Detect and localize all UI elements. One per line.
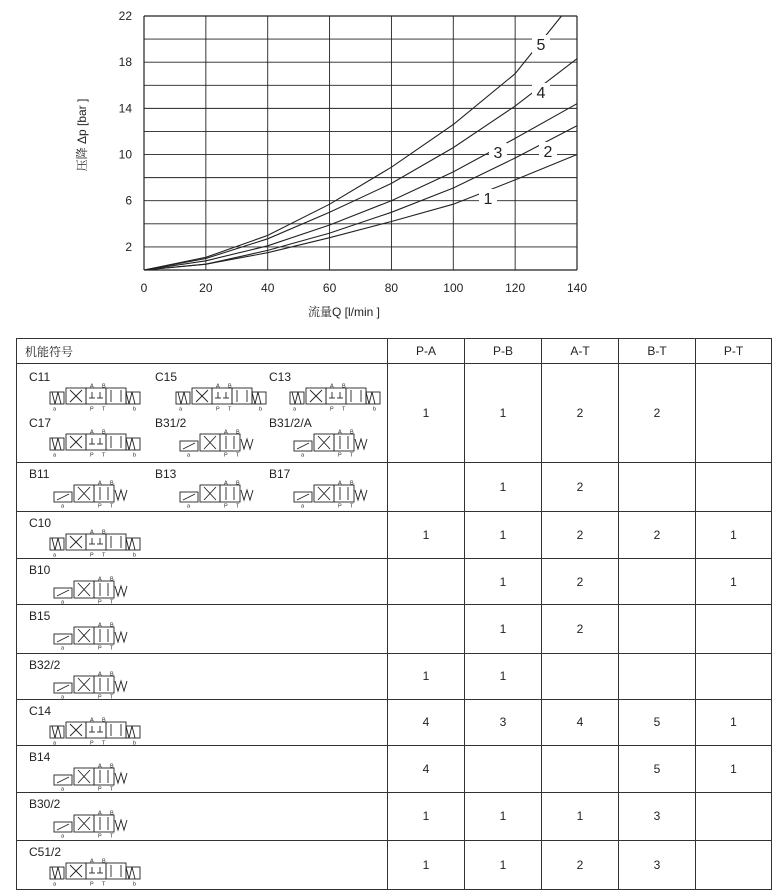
svg-text:b: b: [133, 552, 137, 557]
svg-text:P: P: [98, 645, 102, 651]
symbol-cell: [17, 793, 388, 840]
svg-text:a: a: [53, 740, 57, 745]
svg-text:T: T: [102, 552, 106, 557]
value-p-a: 4: [388, 699, 465, 745]
value-p-a: [388, 605, 465, 653]
svg-text:T: T: [236, 503, 240, 508]
valve-symbol: [155, 467, 265, 511]
series-line-1: [144, 155, 577, 271]
value-b-t: [619, 559, 696, 605]
svg-text:T: T: [110, 503, 114, 508]
svg-text:b: b: [133, 452, 137, 457]
valve-diagram-icon: [179, 480, 261, 508]
svg-text:A: A: [338, 480, 342, 487]
svg-text:A: A: [338, 429, 342, 436]
header-b-t: B-T: [619, 339, 696, 364]
value-b-t: 2: [619, 511, 696, 558]
valve-diagram-icon: [179, 429, 261, 457]
symbol-cell: [17, 511, 388, 558]
svg-text:A: A: [98, 671, 102, 678]
header-p-t: P-T: [696, 339, 772, 364]
svg-text:a: a: [61, 503, 65, 508]
value-p-t: 1: [696, 699, 772, 745]
x-tick-label: 20: [199, 281, 213, 295]
value-b-t: [619, 653, 696, 699]
svg-text:A: A: [224, 480, 228, 487]
chart-grid: [144, 16, 577, 270]
svg-text:T: T: [102, 881, 106, 886]
svg-text:A: A: [90, 717, 94, 724]
svg-text:A: A: [224, 429, 228, 436]
valve-diagram-icon: [49, 858, 141, 886]
series-line-3: [144, 104, 577, 270]
value-p-b: [465, 746, 542, 793]
svg-text:P: P: [90, 452, 94, 457]
svg-text:A: A: [90, 529, 94, 536]
svg-text:A: A: [98, 810, 102, 817]
value-p-t: 1: [696, 559, 772, 605]
header-a-t: A-T: [542, 339, 619, 364]
valve-code-label: B31/2: [155, 416, 187, 430]
svg-text:P: P: [338, 503, 342, 508]
chart-curves: [144, 16, 577, 270]
svg-text:b: b: [133, 881, 137, 886]
table-row: [17, 605, 772, 653]
valve-symbol: [29, 609, 139, 653]
value-p-a: 1: [388, 793, 465, 840]
valve-code-label: B13: [155, 466, 177, 481]
svg-text:b: b: [373, 406, 377, 411]
header-p-b: P-B: [465, 339, 542, 364]
value-p-a: 1: [388, 364, 465, 463]
svg-text:a: a: [187, 503, 191, 508]
value-b-t: 2: [619, 364, 696, 463]
svg-text:P: P: [90, 881, 94, 886]
valve-symbol: [269, 370, 379, 414]
value-p-b: 1: [465, 605, 542, 653]
x-tick-label: 80: [384, 281, 399, 295]
valve-symbol: [29, 704, 139, 748]
svg-text:T: T: [102, 406, 106, 411]
svg-text:a: a: [179, 406, 183, 411]
table-row: [17, 653, 772, 699]
value-p-t: [696, 462, 772, 511]
svg-text:P: P: [338, 452, 342, 457]
series-label-4: 4: [536, 85, 546, 102]
svg-text:A: A: [98, 622, 102, 629]
svg-text:B: B: [110, 810, 114, 817]
valve-symbol: [29, 516, 139, 560]
valve-code-label: C17: [29, 416, 52, 430]
svg-text:a: a: [293, 406, 297, 411]
svg-text:a: a: [187, 452, 191, 457]
svg-text:B: B: [350, 429, 354, 436]
header-p-a: P-A: [388, 339, 465, 364]
x-tick-label: 40: [261, 281, 275, 295]
x-axis-label: 流量Q [l/min ]: [307, 305, 381, 319]
valve-code-label: B11: [29, 466, 50, 481]
valve-diagram-icon: [175, 383, 267, 411]
table-row: [17, 793, 772, 840]
valve-code-label: B17: [269, 466, 291, 481]
symbol-cell: [17, 746, 388, 793]
valve-symbol: [29, 563, 139, 607]
svg-text:T: T: [342, 406, 346, 411]
svg-text:a: a: [61, 599, 65, 605]
valve-symbol: [29, 750, 139, 794]
valve-symbol: [29, 658, 139, 702]
svg-text:a: a: [61, 645, 65, 651]
svg-text:a: a: [61, 694, 65, 699]
table-row: [17, 511, 772, 558]
value-a-t: 1: [542, 793, 619, 840]
svg-text:a: a: [53, 452, 57, 457]
svg-text:a: a: [61, 833, 65, 839]
value-p-b: 1: [465, 364, 542, 463]
y-tick-label: 10: [118, 147, 132, 162]
svg-text:T: T: [110, 833, 114, 839]
table-header-row: [17, 339, 772, 364]
table-row: [17, 699, 772, 745]
value-p-t: [696, 653, 772, 699]
value-p-b: 1: [465, 462, 542, 511]
svg-text:A: A: [216, 383, 220, 390]
series-label-2: 2: [543, 144, 553, 161]
svg-text:B: B: [110, 576, 114, 583]
x-tick-label: 100: [443, 281, 464, 295]
svg-text:B: B: [110, 763, 114, 770]
symbol-cell: [17, 699, 388, 745]
valve-code-label: C15: [155, 370, 178, 384]
svg-text:A: A: [98, 763, 102, 770]
valve-code-label: B32/2: [29, 657, 61, 672]
series-line-4: [144, 59, 577, 270]
valve-diagram-icon: [53, 763, 135, 791]
y-tick-label: 22: [118, 9, 132, 23]
flow-function-table: [16, 338, 772, 890]
value-b-t: [619, 605, 696, 653]
symbol-cell: [17, 462, 388, 511]
svg-text:A: A: [90, 858, 94, 865]
valve-symbol: [29, 416, 139, 460]
svg-text:P: P: [98, 503, 102, 508]
svg-text:B: B: [236, 429, 240, 436]
svg-text:B: B: [102, 529, 106, 536]
valve-symbol: [29, 467, 139, 511]
value-a-t: [542, 653, 619, 699]
series-label-3: 3: [493, 145, 503, 162]
y-tick-label: 2: [125, 239, 132, 254]
valve-symbol: [155, 370, 265, 414]
svg-text:T: T: [228, 406, 232, 411]
value-p-b: 1: [465, 511, 542, 558]
table-row: [17, 364, 772, 463]
valve-diagram-icon: [293, 429, 375, 457]
svg-text:B: B: [102, 383, 106, 390]
value-p-a: 1: [388, 511, 465, 558]
table-row: [17, 840, 772, 889]
value-p-a: [388, 462, 465, 511]
svg-text:B: B: [110, 671, 114, 678]
svg-text:A: A: [98, 576, 102, 583]
valve-code-label: C10: [29, 515, 52, 530]
value-p-b: 1: [465, 559, 542, 605]
valve-diagram-icon: [53, 810, 135, 838]
valve-code-label: C14: [29, 703, 52, 718]
value-a-t: 2: [542, 364, 619, 463]
y-axis-label: 压降 Δp [bar ]: [75, 98, 89, 172]
svg-text:B: B: [110, 480, 114, 487]
svg-text:A: A: [330, 383, 334, 390]
value-a-t: 2: [542, 605, 619, 653]
svg-text:T: T: [350, 452, 354, 457]
svg-text:B: B: [102, 858, 106, 865]
table-row: [17, 559, 772, 605]
value-a-t: 2: [542, 462, 619, 511]
value-p-b: 1: [465, 840, 542, 889]
valve-diagram-icon: [53, 576, 135, 604]
value-p-a: 1: [388, 840, 465, 889]
svg-text:P: P: [90, 552, 94, 557]
valve-diagram-icon: [53, 480, 135, 508]
x-tick-label: 140: [566, 281, 588, 295]
svg-text:B: B: [102, 717, 106, 724]
header-symbol: 机能符号: [17, 339, 388, 364]
value-p-a: 4: [388, 746, 465, 793]
valve-diagram-icon: [49, 429, 141, 457]
valve-symbol: [29, 370, 139, 414]
valve-symbol: [269, 416, 379, 460]
value-p-b: 1: [465, 653, 542, 699]
valve-code-label: B15: [29, 609, 51, 624]
valve-diagram-icon: [49, 383, 141, 411]
svg-text:A: A: [98, 480, 102, 487]
series-label-1: 1: [483, 191, 493, 208]
valve-code-label: C13: [269, 370, 292, 384]
chart-ticks: [119, 9, 588, 295]
valve-diagram-icon: [49, 529, 141, 557]
svg-text:T: T: [350, 503, 354, 508]
valve-diagram-icon: [53, 671, 135, 699]
svg-text:T: T: [110, 694, 114, 699]
valve-code-label: C51/2: [29, 844, 62, 859]
y-tick-label: 18: [118, 55, 132, 70]
value-a-t: 2: [542, 840, 619, 889]
value-p-t: [696, 793, 772, 840]
svg-text:T: T: [110, 645, 114, 651]
valve-code-label: B30/2: [29, 797, 61, 812]
value-a-t: 2: [542, 511, 619, 558]
x-tick-label: 60: [322, 281, 337, 295]
value-b-t: 3: [619, 793, 696, 840]
value-p-a: 1: [388, 653, 465, 699]
svg-text:B: B: [110, 622, 114, 629]
value-b-t: 5: [619, 699, 696, 745]
svg-text:P: P: [330, 406, 334, 411]
svg-text:P: P: [90, 406, 94, 411]
svg-text:B: B: [236, 480, 240, 487]
value-p-t: [696, 840, 772, 889]
svg-text:a: a: [61, 786, 65, 792]
valve-code-label: C11: [29, 370, 51, 384]
svg-text:T: T: [102, 740, 106, 745]
value-a-t: [542, 746, 619, 793]
svg-text:P: P: [98, 786, 102, 792]
table-row: [17, 746, 772, 793]
symbol-cell: [17, 559, 388, 605]
y-tick-label: 6: [125, 193, 132, 208]
valve-symbol: [29, 797, 139, 841]
svg-text:B: B: [342, 383, 346, 390]
valve-code-label: B10: [29, 563, 51, 578]
value-a-t: 2: [542, 559, 619, 605]
value-p-t: 1: [696, 746, 772, 793]
svg-text:P: P: [224, 452, 228, 457]
svg-text:a: a: [301, 503, 305, 508]
svg-text:a: a: [53, 881, 57, 886]
svg-text:T: T: [236, 452, 240, 457]
value-p-t: 1: [696, 511, 772, 558]
symbol-cell: [17, 605, 388, 653]
svg-text:b: b: [259, 406, 263, 411]
svg-text:b: b: [133, 740, 137, 745]
svg-text:P: P: [224, 503, 228, 508]
valve-code-label: B14: [29, 750, 51, 765]
svg-text:P: P: [98, 833, 102, 839]
valve-code-label: B31/2/A: [269, 416, 312, 430]
valve-diagram-icon: [53, 622, 135, 650]
y-tick-label: 14: [118, 101, 132, 116]
svg-text:T: T: [110, 599, 114, 605]
value-a-t: 4: [542, 699, 619, 745]
x-tick-label: 0: [140, 281, 148, 295]
svg-text:A: A: [90, 383, 94, 390]
value-p-t: [696, 364, 772, 463]
value-b-t: 5: [619, 746, 696, 793]
svg-text:P: P: [216, 406, 220, 411]
valve-symbol: [269, 467, 379, 511]
table-row: [17, 462, 772, 511]
svg-text:T: T: [102, 452, 106, 457]
svg-text:A: A: [90, 429, 94, 436]
svg-text:P: P: [98, 694, 102, 699]
value-p-a: [388, 559, 465, 605]
svg-text:P: P: [90, 740, 94, 745]
svg-text:B: B: [350, 480, 354, 487]
svg-text:B: B: [228, 383, 232, 390]
value-b-t: [619, 462, 696, 511]
value-p-b: 3: [465, 699, 542, 745]
x-tick-label: 120: [505, 281, 526, 295]
svg-text:P: P: [98, 599, 102, 605]
valve-diagram-icon: [293, 480, 375, 508]
valve-symbol: [29, 845, 139, 889]
value-b-t: 3: [619, 840, 696, 889]
valve-symbol: [155, 416, 265, 460]
series-label-5: 5: [536, 37, 546, 54]
svg-text:b: b: [133, 406, 137, 411]
value-p-b: 1: [465, 793, 542, 840]
symbol-cell: [17, 653, 388, 699]
svg-text:B: B: [102, 429, 106, 436]
svg-text:T: T: [110, 786, 114, 792]
symbol-cell: [17, 840, 388, 889]
valve-diagram-icon: [49, 717, 141, 745]
symbol-cell: [17, 364, 388, 463]
pressure-drop-chart: [0, 0, 783, 330]
valve-diagram-icon: [289, 383, 381, 411]
svg-text:a: a: [53, 406, 57, 411]
value-p-t: [696, 605, 772, 653]
svg-text:a: a: [301, 452, 305, 457]
svg-text:a: a: [53, 552, 57, 557]
